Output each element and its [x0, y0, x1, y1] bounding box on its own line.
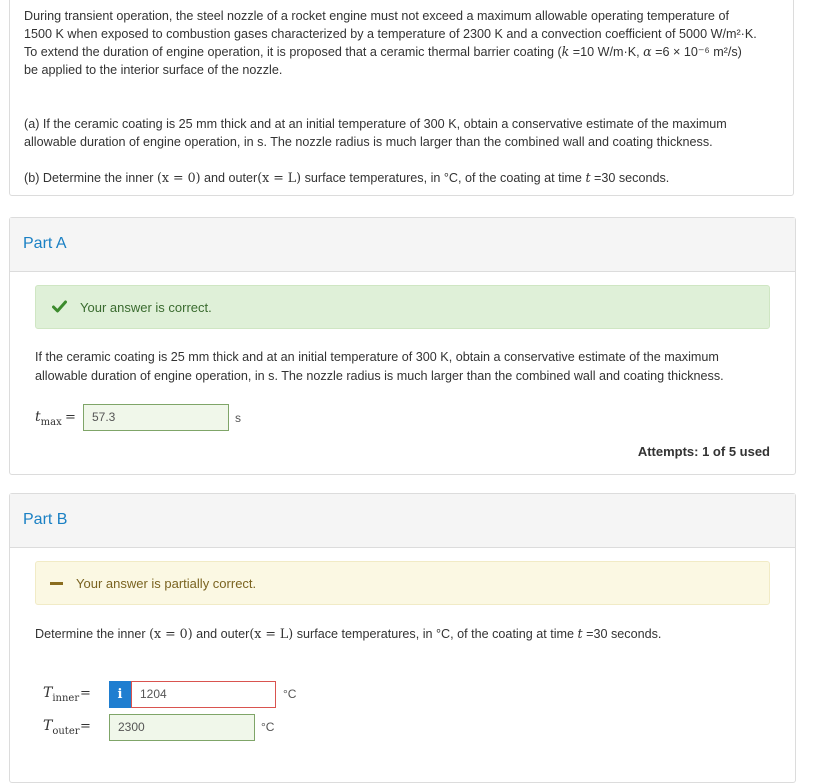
- part-a-feedback: [35, 285, 770, 329]
- problem-statement: [9, 0, 794, 196]
- info-icon[interactable]: i: [109, 681, 131, 708]
- part-b-header[interactable]: [10, 494, 795, 548]
- tmax-label: $t_{max}$: [35, 409, 62, 428]
- tinner-unit: °C: [283, 687, 297, 701]
- problem-part-a-line-2: allowable duration of engine operation, in s. The nozzle radius is much larger than the combined wall and coating thickness.: [24, 135, 713, 149]
- part-b-panel: [9, 493, 796, 783]
- check-icon: [52, 299, 67, 317]
- tmax-unit: s: [235, 411, 241, 425]
- part-a-question-line-1: If the ceramic coating is 25 mm thick and at an initial temperature of 300 K, obtain a conservative estimate of the maximum: [35, 350, 719, 364]
- tinner-equals: =: [80, 686, 91, 701]
- tmax-answer-field[interactable]: 57.3: [83, 404, 229, 431]
- part-a-feedback-text: Your answer is correct.: [80, 300, 212, 315]
- part-a-header[interactable]: [10, 218, 795, 272]
- part-a-panel: [9, 217, 796, 475]
- touter-unit: °C: [261, 720, 275, 734]
- problem-line-3: To extend the duration of engine operation, it is proposed that a ceramic thermal barrier coating (k =10 W/m·K, α =6 × 10⁻⁶ m²/s): [24, 44, 742, 59]
- tinner-answer-field[interactable]: 1204: [131, 681, 276, 708]
- part-a-question-line-2: allowable duration of engine operation, in s. The nozzle radius is much larger than the combined wall and coating thickness.: [35, 369, 724, 383]
- touter-label: $T_{outer}$: [43, 718, 80, 737]
- part-b-feedback: [35, 561, 770, 605]
- part-b-title[interactable]: Part B: [23, 511, 68, 528]
- part-a-attempts: Attempts: 1 of 5 used: [637, 444, 770, 459]
- touter-answer-field[interactable]: 2300: [109, 714, 255, 741]
- minus-icon: [50, 582, 63, 585]
- part-b-question: Determine the inner (x = 0) and outer(x = L) surface temperatures, in °C, of the coating at time t =30 seconds.: [35, 626, 662, 641]
- part-a-title[interactable]: Part A: [23, 235, 67, 252]
- problem-line-2: 1500 K when exposed to combustion gases characterized by a temperature of 2300 K and a convection coefficient of 5000 W/m²·K.: [24, 27, 757, 41]
- problem-line-4: be applied to the interior surface of the nozzle.: [24, 63, 283, 77]
- tmax-equals: =: [65, 410, 76, 425]
- touter-equals: =: [80, 719, 91, 734]
- problem-line-1: During transient operation, the steel nozzle of a rocket engine must not exceed a maximum allowable operating temperature of: [24, 9, 729, 23]
- tinner-label: $T_{inner}$: [43, 685, 80, 704]
- problem-part-a-line-1: (a) If the ceramic coating is 25 mm thick and at an initial temperature of 300 K, obtain a conservative estimate of the maximum: [24, 117, 727, 131]
- part-b-feedback-text: Your answer is partially correct.: [76, 576, 257, 591]
- problem-part-b-line: (b) Determine the inner (x = 0) and outer(x = L) surface temperatures, in °C, of the coating at time t =30 seconds.: [24, 170, 670, 185]
